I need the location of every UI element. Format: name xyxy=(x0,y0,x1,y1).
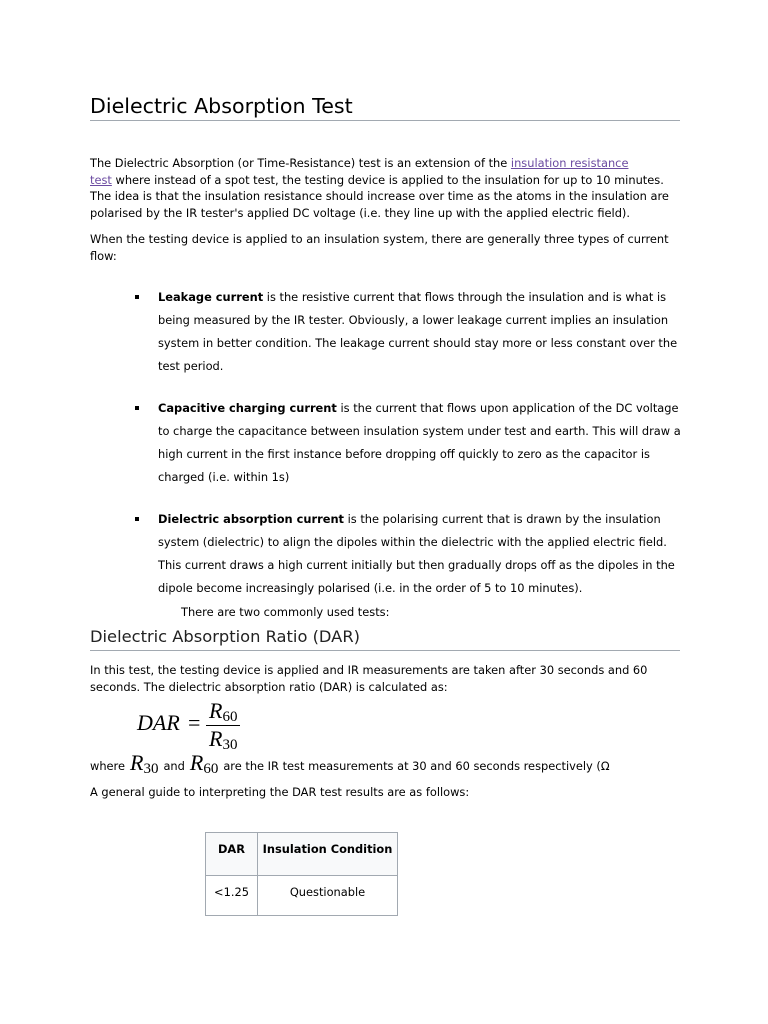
list-item-line: test period. xyxy=(158,358,224,373)
list-item-line: system in better condition. The leakage current should stay more or less constant over the xyxy=(158,335,678,350)
r60-subscript: 60 xyxy=(203,761,219,777)
bullet-marker xyxy=(135,517,139,521)
column-header-dar: DAR xyxy=(206,833,258,876)
where-word: where xyxy=(90,759,125,773)
paragraph-line: A general guide to interpreting the DAR test results are as follows: xyxy=(90,785,470,799)
paragraph-line: In this test, the testing device is applied and IR measurements are taken after 30 seconds and 60 xyxy=(90,663,648,677)
list-item-term: Leakage current xyxy=(158,289,264,304)
formula-lhs: DAR xyxy=(137,710,180,735)
list-item-text xyxy=(158,286,677,378)
r60-symbol xyxy=(190,750,218,776)
title-underline xyxy=(90,120,680,121)
list-item-line: system (dielectric) to align the dipoles within the dielectric with the applied electric field. xyxy=(158,534,667,549)
dar-formula xyxy=(130,695,250,755)
paragraph-line: When the testing device is applied to an insulation system, there are generally three types of current xyxy=(90,232,669,246)
list-item-text xyxy=(158,508,675,600)
table-body xyxy=(206,876,398,916)
list-item-line xyxy=(158,508,675,531)
denominator-subscript: 30 xyxy=(222,737,238,753)
intro-line-4: polarised by the IR tester's applied DC voltage (i.e. they line up with the applied electric field). xyxy=(90,205,630,220)
list-item-line: dipole become increasingly polarised (i.e. in the order of 5 to 10 minutes). xyxy=(158,580,583,595)
intro-paragraph xyxy=(90,155,669,221)
list-item-line: high current in the first instance before dropping off quickly to zero as the capacitor is xyxy=(158,446,650,461)
r30-letter: R xyxy=(129,750,144,775)
table-cell-dar-value: <1.25 xyxy=(206,876,258,916)
section-heading-underline xyxy=(90,650,680,651)
table-cell-insulation-condition: Questionable xyxy=(258,876,398,916)
list-item-text xyxy=(158,397,681,489)
section-heading-dar: Dielectric Absorption Ratio (DAR) xyxy=(90,627,360,646)
dar-paragraph xyxy=(90,662,647,695)
bullet-marker xyxy=(135,295,139,299)
list-item xyxy=(130,397,690,489)
list-item-line: to charge the capacitance between insulation system under test and earth. This will draw a xyxy=(158,423,681,438)
list-item-line xyxy=(158,286,677,309)
intro-line-1 xyxy=(90,155,669,172)
dar-guide-paragraph xyxy=(90,784,469,801)
insulation-resistance-test-link[interactable]: insulation resistance xyxy=(510,156,629,170)
list-item-description: is the resistive current that flows through the insulation and is what is xyxy=(266,289,667,304)
list-item-line: This current draws a high current initially but then gradually drops off as the dipoles in the xyxy=(158,557,675,572)
formula-numerator xyxy=(209,698,238,725)
paragraph-line: flow: xyxy=(90,248,117,263)
list-item-term: Dielectric absorption current xyxy=(158,511,344,526)
table-head xyxy=(206,833,398,876)
r30-subscript: 30 xyxy=(143,761,159,777)
r60-letter: R xyxy=(189,750,204,775)
paragraph-line: seconds. The dielectric absorption ratio (DAR) is calculated as: xyxy=(90,679,448,694)
list-item-line: being measured by the IR tester. Obviously, a lower leakage current implies an insulation xyxy=(158,312,669,327)
tests-intro-text: There are two commonly used tests: xyxy=(181,605,390,619)
numerator-subscript: 60 xyxy=(222,709,238,725)
list-item xyxy=(130,286,690,378)
intro-text: The Dielectric Absorption (or Time-Resistance) test is an extension of the xyxy=(90,156,508,170)
list-item xyxy=(130,508,690,600)
table-header-row xyxy=(206,833,398,876)
column-header-insulation-condition: Insulation Condition xyxy=(258,833,398,876)
current-flow-intro-paragraph xyxy=(90,231,669,264)
intro-line-3: The idea is that the insulation resistance should increase over time as the atoms in the insulation are xyxy=(90,189,669,204)
r30-symbol xyxy=(130,750,158,776)
list-item-description: is the polarising current that is drawn by the insulation xyxy=(347,511,661,526)
denominator-symbol: R xyxy=(209,726,223,751)
intro-line-2 xyxy=(90,172,669,189)
formula-equals-sign: = xyxy=(188,710,201,735)
numerator-symbol: R xyxy=(209,698,223,723)
where-explanation-line xyxy=(90,750,610,776)
where-explanation-text: are the IR test measurements at 30 and 60 seconds respectively (Ω xyxy=(223,759,610,773)
list-item-line xyxy=(158,397,681,420)
intro-text: where instead of a spot test, the testing device is applied to the insulation for up to 10 minutes. xyxy=(115,172,664,187)
and-word: and xyxy=(163,759,185,773)
insulation-resistance-test-link-continued[interactable]: test xyxy=(90,172,112,187)
list-item-term: Capacitive charging current xyxy=(158,400,337,415)
list-item-description: is the current that flows upon application of the DC voltage xyxy=(340,400,679,415)
bullet-marker xyxy=(135,406,139,410)
formula-denominator xyxy=(209,726,238,753)
page-title: Dielectric Absorption Test xyxy=(90,94,353,118)
dar-guide-table xyxy=(205,832,398,916)
table-row xyxy=(206,876,398,916)
list-item-line: charged (i.e. within 1s) xyxy=(158,469,290,484)
